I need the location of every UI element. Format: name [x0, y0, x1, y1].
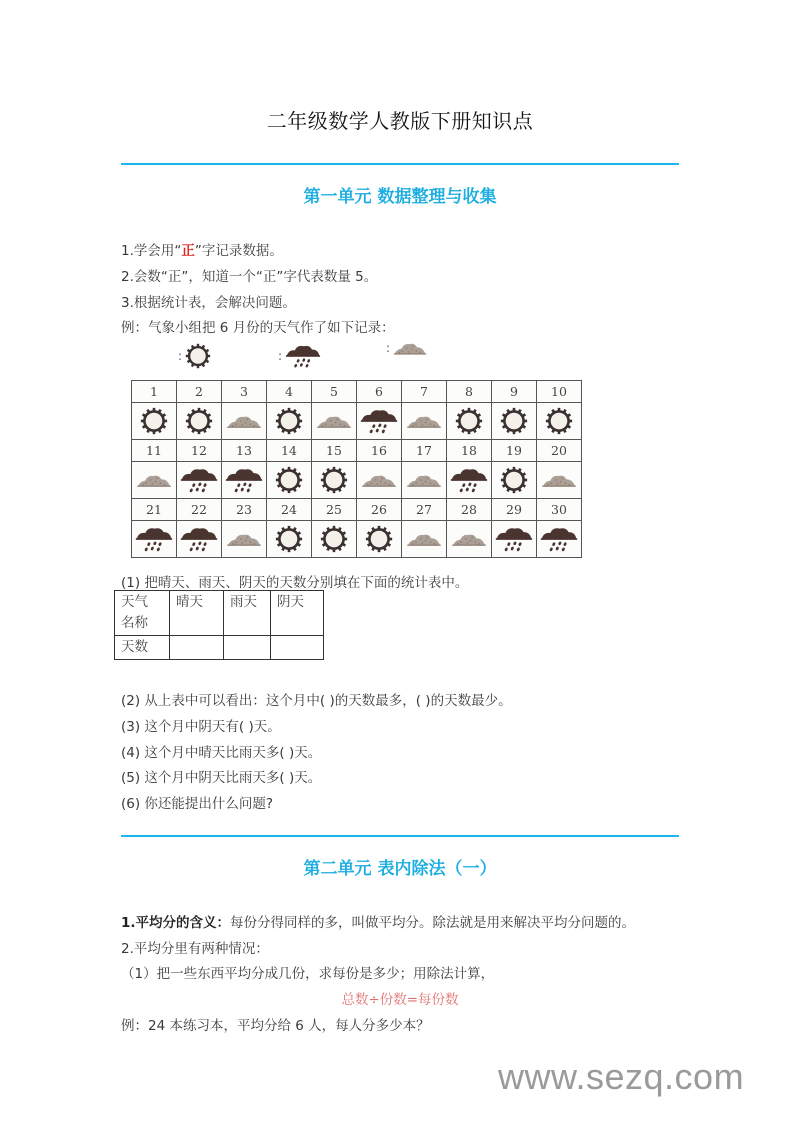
calendar-weather-cell [177, 521, 222, 558]
calendar-day-row [132, 499, 582, 521]
unit2-point-2: 2.平均分里有两种情况： [121, 941, 269, 957]
question-6: (6) 你还能提出什么问题? [121, 796, 274, 812]
calendar-weather-row [132, 403, 582, 440]
stat-value-sunny[interactable] [170, 636, 224, 660]
division-formula: 总数÷份数=每份数 [341, 992, 459, 1008]
calendar-weather-cell [447, 403, 492, 440]
overcast-cloud-icon [316, 413, 352, 429]
overcast-cloud-icon [361, 472, 397, 488]
legend-rainy [278, 343, 321, 369]
calendar-day-number: 15 [312, 440, 357, 462]
calendar-weather-cell [357, 521, 402, 558]
rain-cloud-icon [225, 466, 263, 494]
calendar-day-number: 23 [222, 499, 267, 521]
overcast-cloud-icon [541, 472, 577, 488]
calendar-weather-cell [402, 462, 447, 499]
stat-col-sunny: 晴天 [170, 591, 224, 636]
calendar-weather-cell [312, 462, 357, 499]
sun-icon [275, 407, 303, 435]
calendar-weather-cell [537, 521, 582, 558]
stat-value-row [115, 636, 324, 660]
calendar-day-number: 8 [447, 381, 492, 403]
sun-icon [320, 525, 348, 553]
calendar-weather-cell [492, 462, 537, 499]
unit2-example: 例：24 本练习本，平均分给 6 人，每人分多少本？ [121, 1018, 430, 1034]
unit2-point-1 [121, 911, 635, 931]
calendar-day-number: 28 [447, 499, 492, 521]
calendar-day-number: 26 [357, 499, 402, 521]
overcast-cloud-icon [136, 472, 172, 488]
calendar-weather-cell [402, 521, 447, 558]
calendar-weather-cell [222, 403, 267, 440]
calendar-day-number: 20 [537, 440, 582, 462]
calendar-day-number: 27 [402, 499, 447, 521]
calendar-weather-cell [267, 403, 312, 440]
calendar-day-number: 18 [447, 440, 492, 462]
calendar-weather-cell [177, 462, 222, 499]
calendar-day-number: 14 [267, 440, 312, 462]
rain-cloud-icon [135, 525, 173, 553]
calendar-day-number: 2 [177, 381, 222, 403]
sun-icon [500, 466, 528, 494]
rain-cloud-icon [540, 525, 578, 553]
calendar-weather-cell [132, 403, 177, 440]
stat-row-label: 天数 [115, 636, 170, 660]
point-text: 1.学会用“ [121, 243, 182, 259]
calendar-day-number: 24 [267, 499, 312, 521]
calendar-weather-cell [357, 403, 402, 440]
calendar-day-number: 6 [357, 381, 402, 403]
calendar-day-number: 5 [312, 381, 357, 403]
calendar-weather-cell [222, 521, 267, 558]
calendar-day-row [132, 381, 582, 403]
overcast-cloud-icon [406, 472, 442, 488]
legend-colon: : [278, 349, 283, 363]
sun-icon [140, 407, 168, 435]
calendar-weather-cell [357, 462, 402, 499]
calendar-day-number: 13 [222, 440, 267, 462]
calendar-day-row [132, 440, 582, 462]
watermark: www.sezq.com [498, 1056, 745, 1097]
overcast-cloud-icon [406, 531, 442, 547]
calendar-day-number: 17 [402, 440, 447, 462]
statistics-table [114, 590, 324, 660]
sun-icon [185, 343, 211, 369]
weather-calendar [131, 380, 582, 558]
question-5: (5) 这个月中阴天比雨天多( )天。 [121, 770, 322, 786]
label-line: 名称 [121, 615, 148, 631]
legend-sunny [178, 343, 211, 369]
point-definition: 每份分得同样的多，叫做平均分。除法就是用来解决平均分问题的。 [230, 915, 636, 931]
stat-col-overcast: 阴天 [271, 591, 324, 636]
calendar-weather-cell [222, 462, 267, 499]
calendar-day-number: 22 [177, 499, 222, 521]
calendar-weather-cell [492, 521, 537, 558]
unit1-point-3: 3.根据统计表，会解决问题。 [121, 295, 296, 311]
calendar-weather-row [132, 521, 582, 558]
calendar-weather-cell [402, 403, 447, 440]
sun-icon [545, 407, 573, 435]
rain-cloud-icon [360, 407, 398, 435]
calendar-weather-cell [312, 521, 357, 558]
sun-icon [275, 466, 303, 494]
stat-header-label [115, 591, 170, 636]
rain-cloud-icon [285, 343, 321, 369]
calendar-weather-cell [132, 521, 177, 558]
calendar-weather-cell [492, 403, 537, 440]
document-title: 二年级数学人教版下册知识点 [266, 109, 534, 133]
question-3: (3) 这个月中阴天有( )天。 [121, 719, 281, 735]
section-divider [121, 163, 679, 165]
calendar-weather-cell [132, 462, 177, 499]
calendar-day-number: 30 [537, 499, 582, 521]
calendar-day-number: 1 [132, 381, 177, 403]
sun-icon [275, 525, 303, 553]
point-text: ”字记录数据。 [194, 243, 283, 259]
calendar-day-number: 12 [177, 440, 222, 462]
calendar-weather-cell [447, 521, 492, 558]
calendar-day-number: 3 [222, 381, 267, 403]
legend-colon: : [178, 349, 183, 363]
calendar-weather-cell [537, 403, 582, 440]
legend-overcast [386, 340, 427, 356]
question-1: (1) 把晴天、雨天、阴天的天数分别填在下面的统计表中。 [121, 575, 469, 591]
calendar-day-number: 9 [492, 381, 537, 403]
calendar-day-number: 25 [312, 499, 357, 521]
calendar-day-number: 7 [402, 381, 447, 403]
sun-icon [320, 466, 348, 494]
sun-icon [455, 407, 483, 435]
overcast-cloud-icon [451, 531, 487, 547]
calendar-weather-cell [312, 403, 357, 440]
calendar-day-number: 11 [132, 440, 177, 462]
calendar-day-number: 19 [492, 440, 537, 462]
calendar-day-number: 21 [132, 499, 177, 521]
calendar-weather-cell [267, 521, 312, 558]
calendar-weather-cell [267, 462, 312, 499]
question-2: (2) 从上表中可以看出：这个月中( )的天数最多，( )的天数最少。 [121, 693, 512, 709]
sun-icon [365, 525, 393, 553]
calendar-day-number: 10 [537, 381, 582, 403]
rain-cloud-icon [180, 466, 218, 494]
legend-colon: : [386, 341, 391, 355]
label-line: 天气 [121, 594, 148, 610]
stat-header-row [115, 591, 324, 636]
overcast-cloud-icon [406, 413, 442, 429]
stat-value-rainy[interactable] [224, 636, 271, 660]
calendar-weather-cell [447, 462, 492, 499]
sun-icon [185, 407, 213, 435]
stat-value-overcast[interactable] [271, 636, 324, 660]
rain-cloud-icon [495, 525, 533, 553]
calendar-weather-cell [177, 403, 222, 440]
calendar-day-number: 29 [492, 499, 537, 521]
rain-cloud-icon [450, 466, 488, 494]
overcast-cloud-icon [226, 413, 262, 429]
stat-col-rainy: 雨天 [224, 591, 271, 636]
rain-cloud-icon [180, 525, 218, 553]
overcast-cloud-icon [226, 531, 262, 547]
unit1-point-2: 2.会数“正”，知道一个“正”字代表数量 5。 [121, 269, 378, 285]
unit2-heading: 第二单元 表内除法（一） [303, 859, 497, 879]
overcast-cloud-icon [393, 340, 427, 356]
calendar-day-number: 4 [267, 381, 312, 403]
point-term: 1.平均分的含义： [121, 915, 231, 931]
highlight-zheng: 正 [181, 243, 195, 259]
unit1-point-1 [121, 239, 283, 259]
example-intro: 例：气象小组把 6 月份的天气作了如下记录： [121, 320, 395, 336]
question-4: (4) 这个月中晴天比雨天多( )天。 [121, 745, 322, 761]
unit1-heading: 第一单元 数据整理与收集 [303, 187, 497, 207]
section-divider [121, 835, 679, 837]
calendar-weather-row [132, 462, 582, 499]
sun-icon [500, 407, 528, 435]
calendar-weather-cell [537, 462, 582, 499]
calendar-day-number: 16 [357, 440, 402, 462]
unit2-case-1: （1）把一些东西平均分成几份，求每份是多少；用除法计算， [121, 966, 495, 982]
